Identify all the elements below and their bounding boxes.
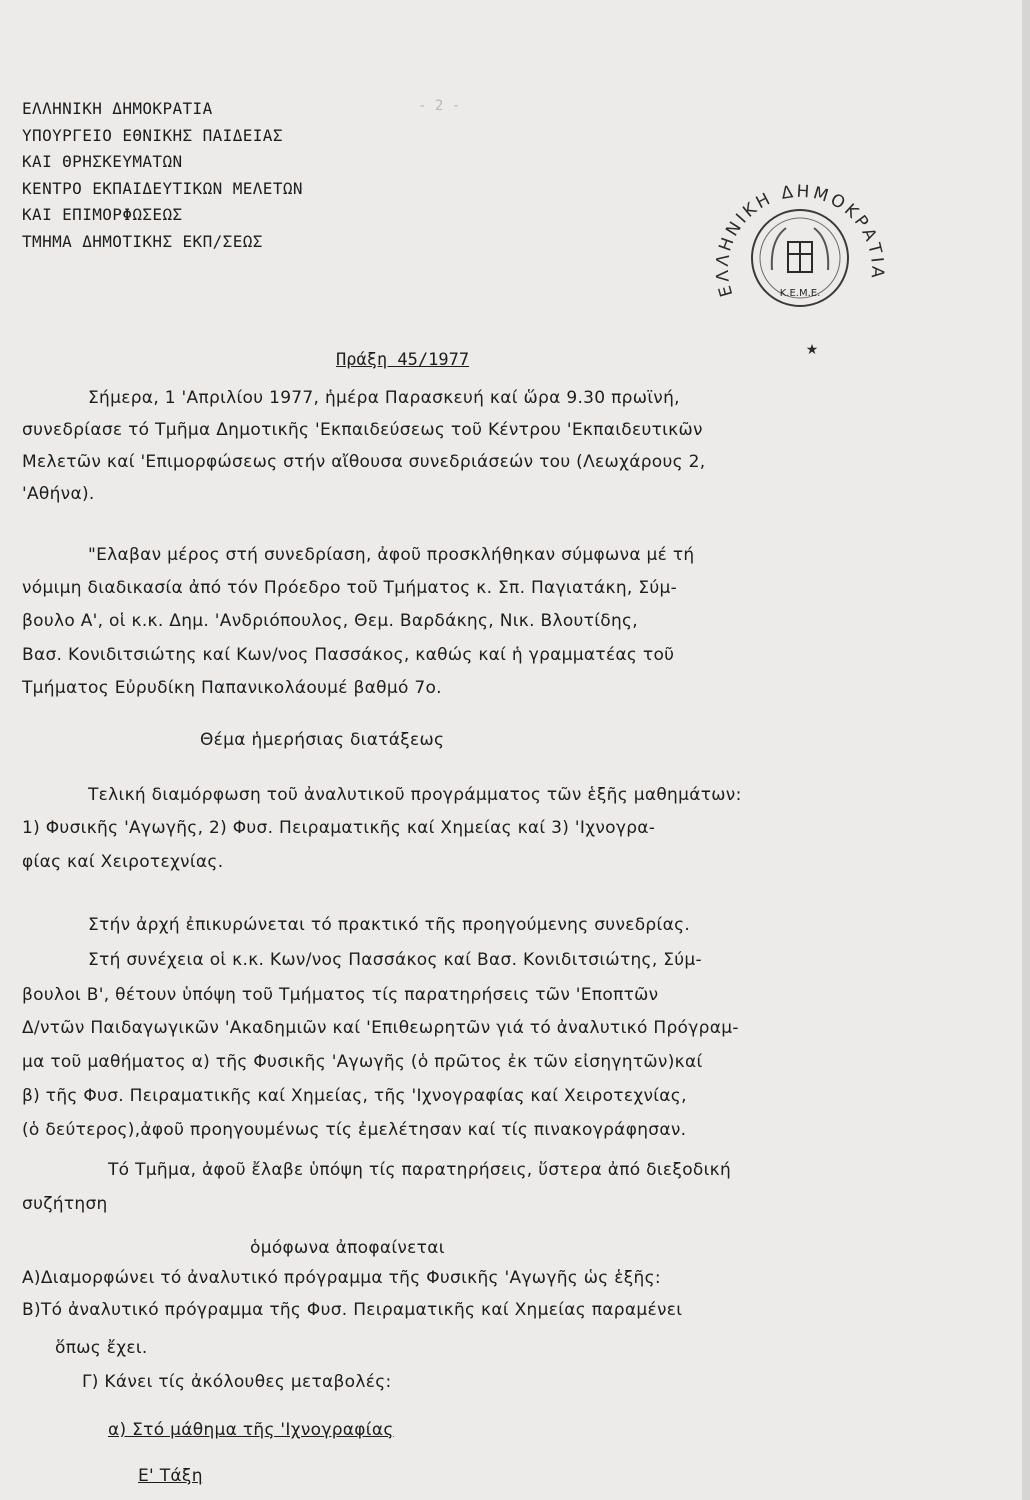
- page-number: - 2 -: [418, 98, 461, 114]
- svg-text:★: ★: [805, 342, 819, 358]
- body-line: νόμιμη διαδικασία ἀπό τόν Πρόεδρο τοῦ Τμήματος κ. Σπ. Παγιατάκη, Σύμ-: [22, 578, 678, 598]
- body-line: φίας καί Χειροτεχνίας.: [22, 852, 224, 872]
- decision-heading: ὁμόφωνα ἀποφαίνεται: [250, 1238, 445, 1258]
- body-line: "Ελαβαν μέρος στή συνεδρίαση, ἀφοῦ προσκλήθηκαν σύμφωνα μέ τή: [88, 545, 695, 565]
- letterhead-line: ΥΠΟΥΡΓΕΙΟ ΕΘΝΙΚΗΣ ΠΑΙΔΕΙΑΣ: [22, 125, 283, 145]
- body-line: συζήτηση: [22, 1194, 108, 1214]
- body-line: Γ) Κάνει τίς ἀκόλουθες μεταβολές:: [82, 1372, 392, 1392]
- subsection-heading: α) Στό μάθημα τῆς 'Ιχνογραφίας: [108, 1420, 394, 1440]
- svg-text:ΕΛΛΗΝΙΚΗ ΔΗΜΟΚΡΑΤΙΑ: ΕΛΛΗΝΙΚΗ ΔΗΜΟΚΡΑΤΙΑ: [712, 181, 888, 299]
- body-line: (ὁ δεύτερος),ἀφοῦ προηγουμένως τίς ἐμελέτησαν καί τίς πινακογράφησαν.: [22, 1120, 687, 1140]
- body-line: Τό Τμῆμα, ἀφοῦ ἔλαβε ὑπόψη τίς παρατηρήσεις, ὕστερα ἀπό διεξοδική: [108, 1160, 732, 1180]
- body-line: Τελική διαμόρφωση τοῦ ἀναλυτικοῦ προγράμματος τῶν ἑξῆς μαθημάτων:: [88, 785, 742, 805]
- body-line: συνεδρίασε τό Τμῆμα Δημοτικῆς 'Εκπαιδεύσεως τοῦ Κέντρου 'Εκπαιδευτικῶν: [22, 420, 703, 440]
- body-line: Δ/ντῶν Παιδαγωγικῶν 'Ακαδημιῶν καί 'Επιθεωρητῶν γιά τό ἀναλυτικό Πρόγραμ-: [22, 1018, 739, 1038]
- letterhead: [22, 96, 303, 255]
- letterhead-line: ΕΛΛΗΝΙΚΗ ΔΗΜΟΚΡΑΤΙΑ: [22, 99, 213, 118]
- body-line: 1) Φυσικῆς 'Αγωγῆς, 2) Φυσ. Πειραματικῆς καί Χημείας καί 3) 'Ιχνογρα-: [22, 818, 656, 838]
- body-line: Σήμερα, 1 'Απριλίου 1977, ἡμέρα Παρασκευή καί ὥρα 9.30 πρωϊνή,: [88, 388, 680, 408]
- document-title: Πράξη 45/1977: [336, 350, 470, 370]
- page-edge: [1022, 0, 1030, 1500]
- body-line: ὅπως ἔχει.: [55, 1338, 148, 1358]
- body-line: Βασ. Κονιδιτσιώτης καί Κων/νος Πασσάκος, καθώς καί ἡ γραμματέας τοῦ: [22, 645, 675, 665]
- letterhead-line: ΚΕΝΤΡΟ ΕΚΠΑΙΔΕΥΤΙΚΩΝ ΜΕΛΕΤΩΝ: [22, 178, 303, 198]
- body-line: μα τοῦ μαθήματος α) τῆς Φυσικῆς 'Αγωγῆς (ὁ πρῶτος ἐκ τῶν εἰσηγητῶν)καί: [22, 1052, 703, 1072]
- letterhead-line: ΚΑΙ ΕΠΙΜΟΡΦΩΣΕΩΣ: [22, 205, 183, 224]
- body-line: 'Αθήνα).: [22, 484, 95, 504]
- letterhead-line: ΤΜΗΜΑ ΔΗΜΟΤΙΚΗΣ ΕΚΠ/ΣΕΩΣ: [22, 231, 263, 251]
- body-line: Στή συνέχεια οἱ κ.κ. Κων/νος Πασσάκος καί Βασ. Κονιδιτσιώτης, Σύμ-: [88, 950, 702, 970]
- grade-heading: Ε' Τάξη: [138, 1466, 203, 1486]
- body-line: Β)Τό ἀναλυτικό πρόγραμμα τῆς Φυσ. Πειραματικῆς καί Χημείας παραμένει: [22, 1300, 683, 1320]
- body-line: Στήν ἀρχή ἐπικυρώνεται τό πρακτικό τῆς προηγούμενης συνεδρίας.: [88, 915, 691, 935]
- body-line: Μελετῶν καί 'Επιμορφώσεως στήν αἴθουσα συνεδριάσεών του (Λεωχάρους 2,: [22, 452, 706, 472]
- agenda-heading: Θέμα ἡμερήσιας διατάξεως: [200, 730, 445, 750]
- body-line: βουλο Α', οἱ κ.κ. Δημ. 'Ανδριόπουλος, Θεμ. Βαρδάκης, Νικ. Βλουτίδης,: [22, 611, 638, 631]
- body-line: βουλοι Β', θέτουν ὑπόψη τοῦ Τμήματος τίς παρατηρήσεις τῶν 'Εποπτῶν: [22, 985, 659, 1005]
- body-line: Τμήματος Εὐρυδίκη Παπανικολάουμέ βαθμό 7ο.: [22, 678, 442, 698]
- body-line: Α)Διαμορφώνει τό ἀναλυτικό πρόγραμμα τῆς Φυσικῆς 'Αγωγῆς ὡς ἑξῆς:: [22, 1268, 661, 1288]
- official-seal-stamp: [700, 150, 900, 360]
- body-line: β) τῆς Φυσ. Πειραματικῆς καί Χημείας, τῆς 'Ιχνογραφίας καί Χειροτεχνίας,: [22, 1086, 687, 1106]
- letterhead-line: ΚΑΙ ΘΡΗΣΚΕΥΜΑΤΩΝ: [22, 152, 183, 171]
- svg-text:Κ.Ε.Μ.Ε.: Κ.Ε.Μ.Ε.: [779, 288, 821, 299]
